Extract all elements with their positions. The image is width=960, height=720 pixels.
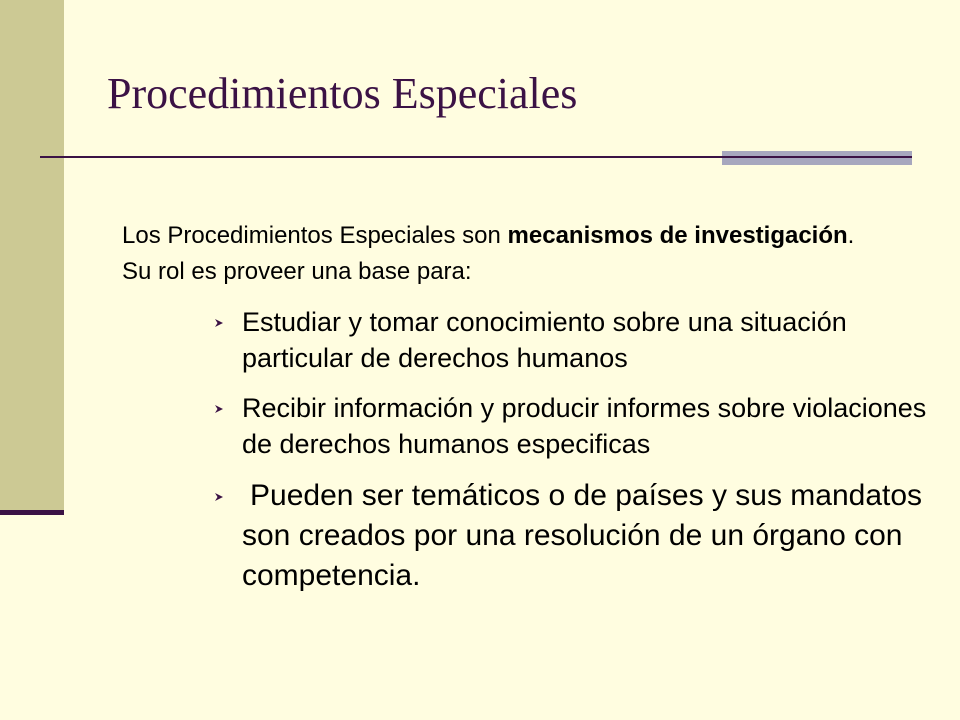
intro-text-start: Los Procedimientos Especiales son bbox=[122, 222, 508, 249]
arrowhead-bullet-icon bbox=[214, 404, 224, 414]
bullet-text: Estudiar y tomar conocimiento sobre una situación particular de derechos humanos bbox=[242, 307, 847, 373]
bullet-text: Recibir información y producir informes sobre violaciones de derechos humanos especificas bbox=[242, 393, 927, 459]
bullet-text: Pueden ser temáticos o de países y sus mandatos son creados por una resolución de un órgano con competencia. bbox=[242, 479, 923, 592]
arrowhead-bullet-icon bbox=[214, 492, 224, 502]
left-sidebar-bar bbox=[0, 0, 64, 512]
intro-bold-text: mecanismos de investigación bbox=[507, 222, 848, 249]
intro-paragraph bbox=[122, 218, 862, 290]
title-rule-block bbox=[722, 151, 912, 165]
bullet-item bbox=[214, 476, 934, 596]
slide-title: Procedimientos Especiales bbox=[107, 69, 578, 118]
intro-text-end: . Su rol es proveer una base para: bbox=[122, 222, 855, 285]
left-bar-accent bbox=[0, 510, 64, 515]
bullet-item bbox=[214, 304, 934, 376]
bullet-list bbox=[214, 304, 934, 596]
arrowhead-bullet-icon bbox=[214, 318, 224, 328]
bullet-item bbox=[214, 390, 934, 462]
